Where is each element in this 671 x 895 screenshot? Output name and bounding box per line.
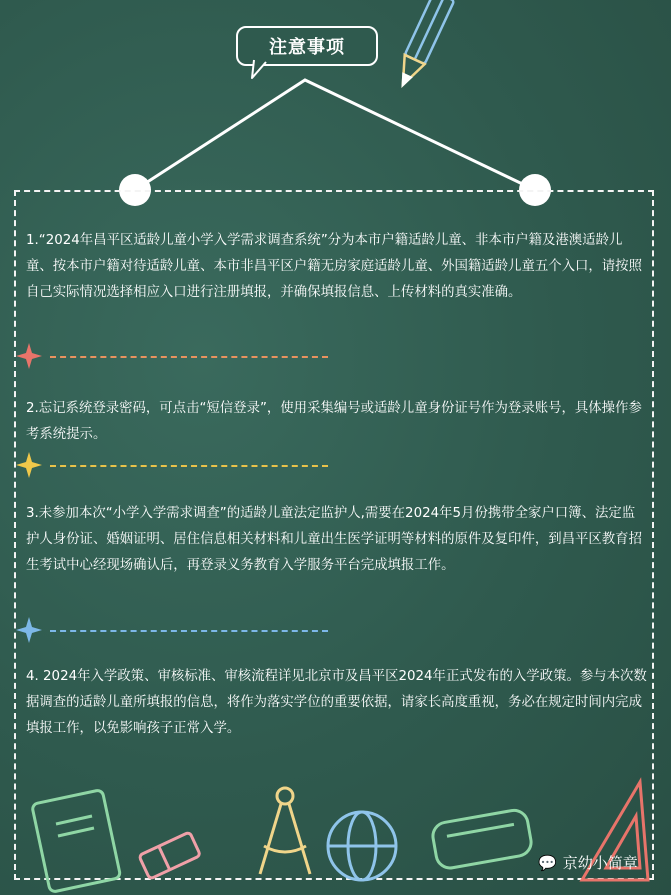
notebook-icon — [36, 790, 126, 890]
speech-bubble-tail — [248, 60, 278, 90]
pencil-icon — [378, 0, 458, 110]
eraser-icon — [136, 826, 206, 886]
notice-item-2: 2.忘记系统登录密码，可点击“短信登录”，使用采集编号或适龄儿童身份证号作为登录账号，具体操作参考系统提示。 — [26, 401, 642, 442]
notice-item-1: 1.“2024年昌平区适龄儿童小学入学需求调查系统”分为本市户籍适龄儿童、非本市户籍及港澳适龄儿童、按本市户籍对待适龄儿童、本市非昌平区户籍无房家庭适龄儿童、外国籍适龄儿童五个入口，请按照自己实际情况选择相应入口进行注册填报，并确保填报信息、上传材料的真实准确。 — [26, 233, 642, 300]
globe-icon — [322, 806, 402, 886]
wechat-icon: 💬 — [538, 853, 557, 872]
pencil-case-icon — [428, 804, 538, 874]
compass-icon — [250, 782, 320, 882]
notice-item-4: 4. 2024年入学政策、审核标准、审核流程详见北京市及昌平区2024年正式发布的入学政策。参与本次数据调查的适龄儿童所填报的信息，将作为落实学位的重要依据，请家长高度重视，务必在规定时间内完成填报工作，以免影响孩子正常入学。 — [26, 669, 647, 736]
title-text: 注意事项 — [269, 37, 345, 58]
divider-3 — [50, 630, 328, 632]
star-icon — [16, 452, 42, 478]
divider-2 — [50, 465, 328, 467]
notice-item-3: 3.未参加本次“小学入学需求调查”的适龄儿童法定监护人,需要在2024年5月份携带全家户口簿、法定监护人身份证、婚姻证明、居住信息相关材料和儿童出生医学证明等材料的原件及复印件，到昌平区教育招生考试中心经现场确认后，再登录义务教育入学服务平台完成填报工作。 — [26, 506, 642, 573]
star-icon — [16, 343, 42, 369]
divider-1 — [50, 356, 328, 358]
watermark-text: 京幼小简章 — [562, 854, 638, 872]
watermark — [538, 852, 638, 873]
star-icon — [16, 617, 42, 643]
